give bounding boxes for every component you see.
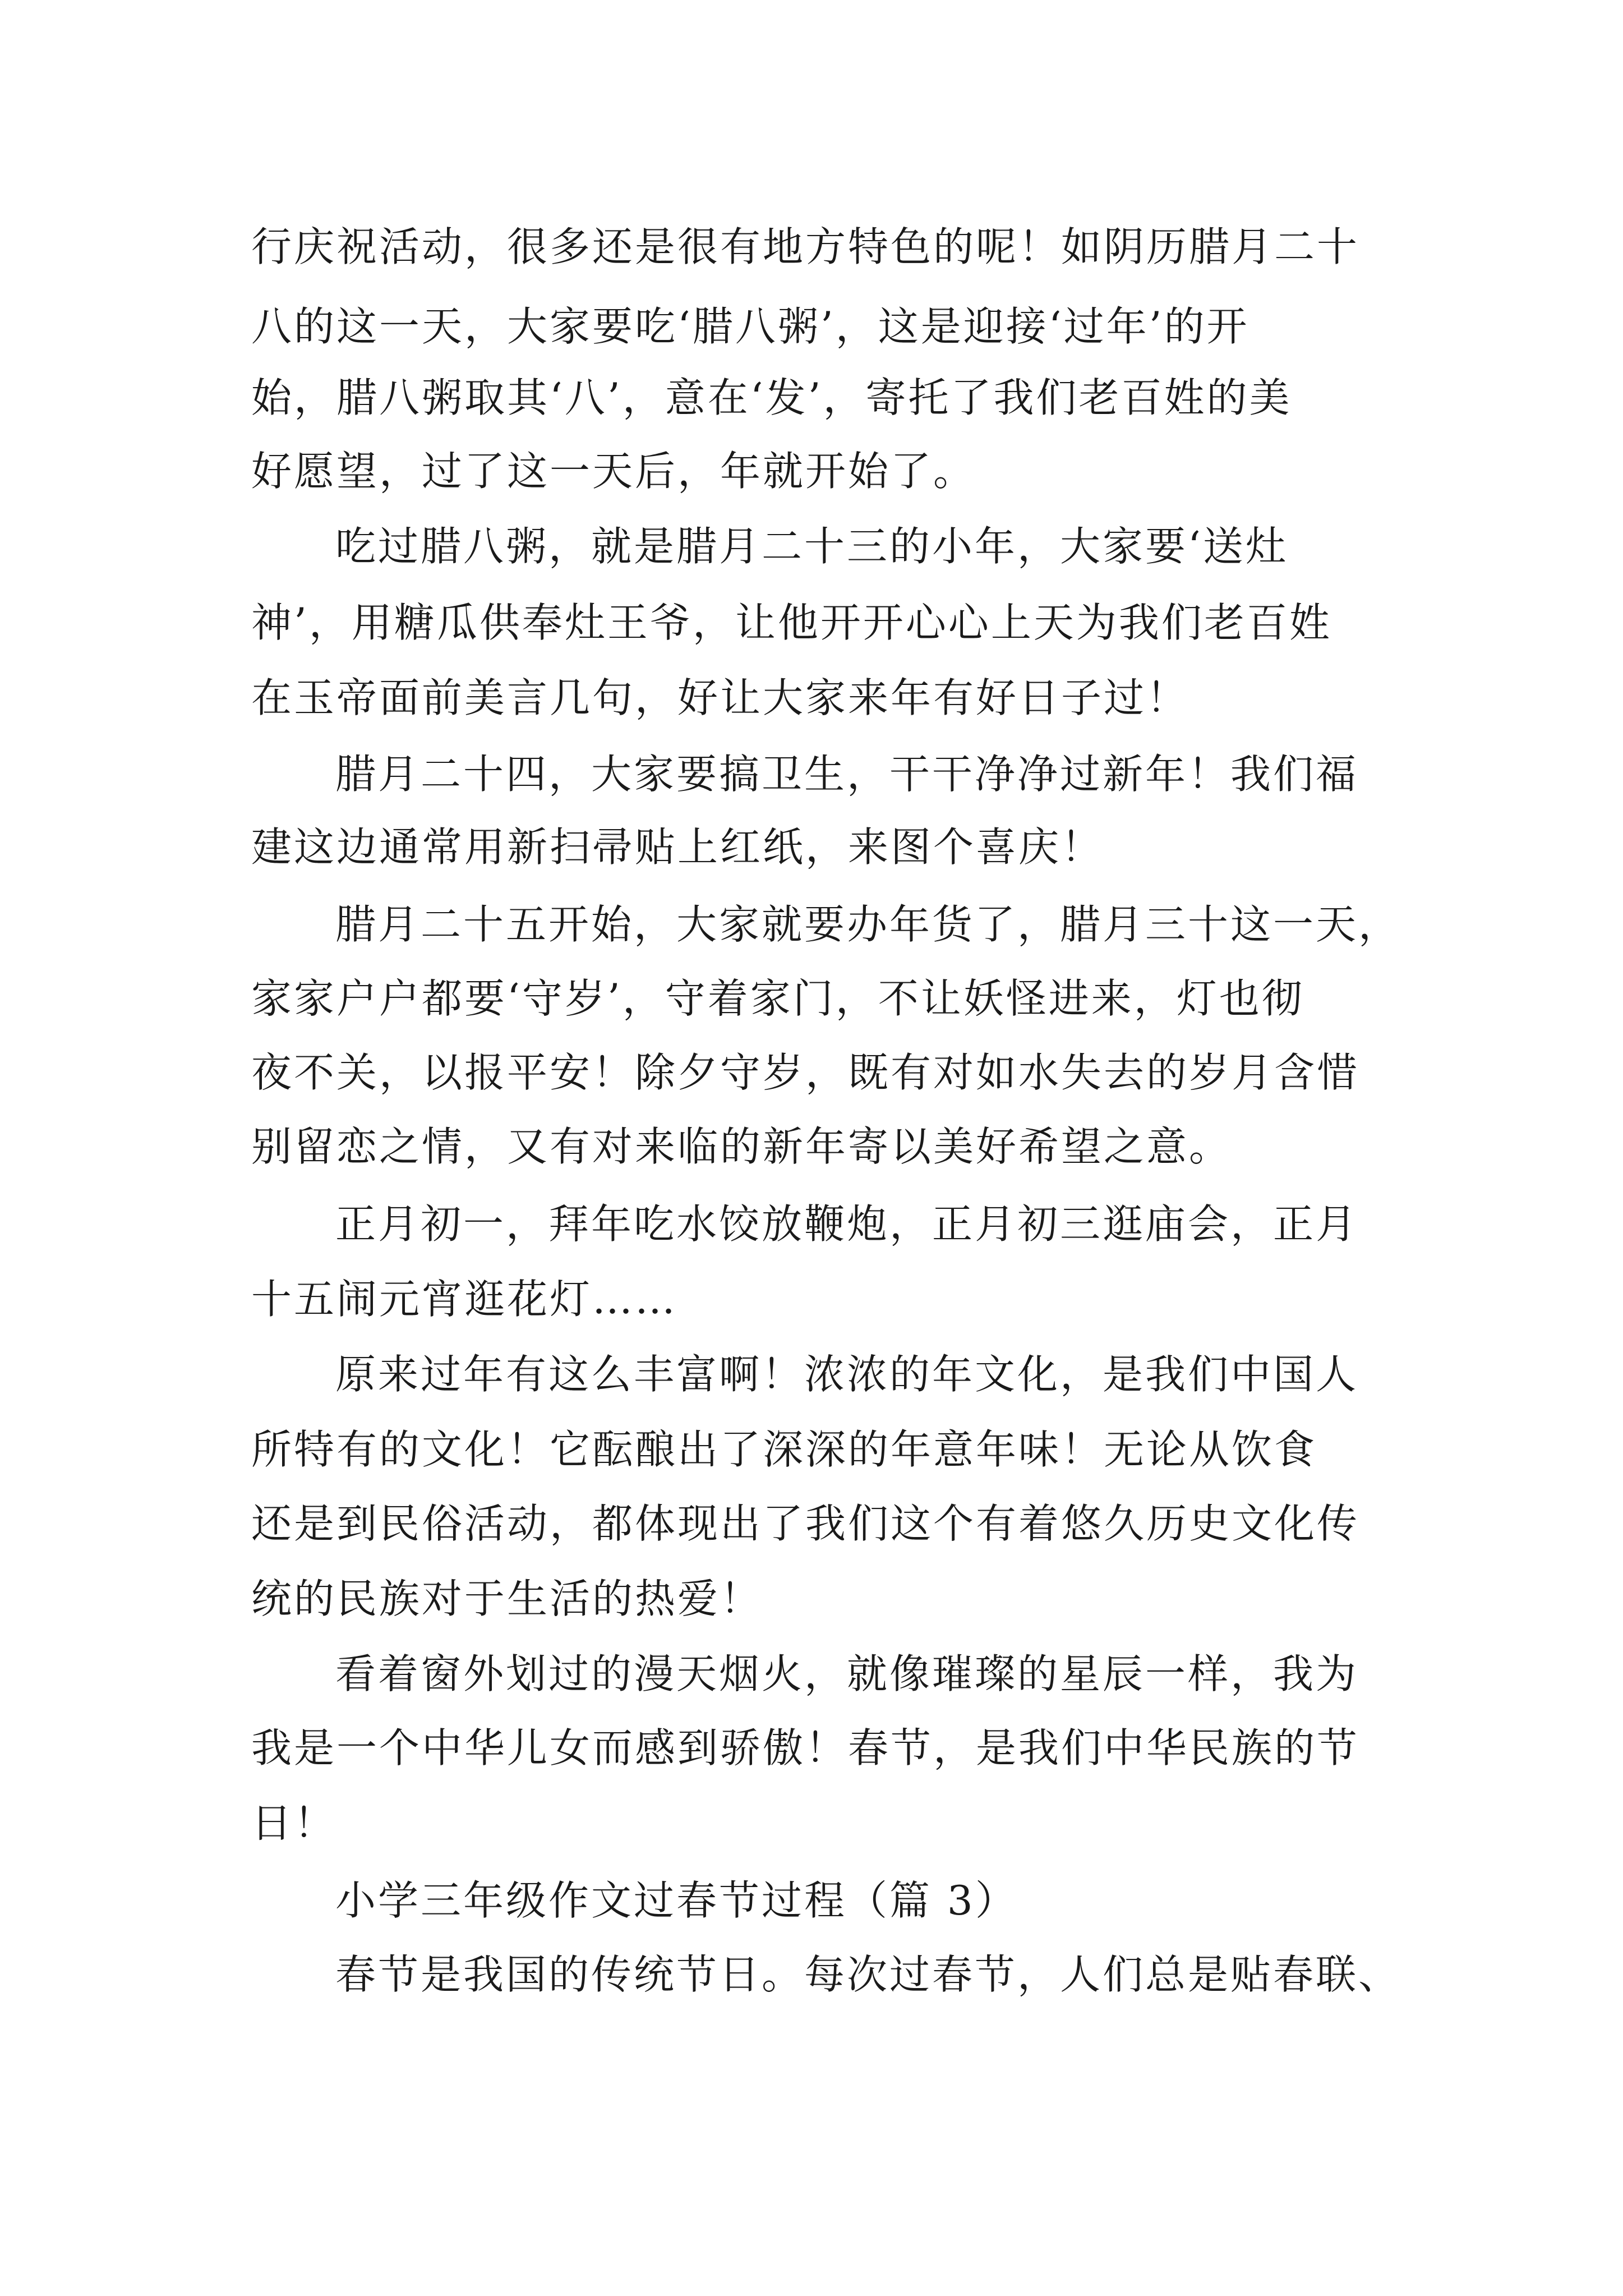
- text-line: 神’，用糖瓜供奉灶王爷，让他开开心心上天为我们老百姓: [251, 599, 1332, 646]
- section-heading: 小学三年级作文过春节过程（篇 3）: [335, 1877, 1018, 1924]
- text-line: 所特有的文化！它酝酿出了深深的年意年味！无论从饮食: [251, 1426, 1317, 1473]
- text-line: 统的民族对于生活的热爱！: [251, 1575, 763, 1622]
- paragraph-first-line: 腊月二十四，大家要搞卫生，干干净净过新年！我们福: [335, 751, 1359, 798]
- text-line: 别留恋之情，又有对来临的新年寄以美好希望之意。: [251, 1123, 1232, 1170]
- text-line: 还是到民俗活动，都体现出了我们这个有着悠久历史文化传: [251, 1500, 1360, 1547]
- paragraph-first-line: 正月初一，拜年吃水饺放鞭炮，正月初三逛庙会，正月: [335, 1200, 1359, 1248]
- text-line: 好愿望，过了这一天后，年就开始了。: [251, 448, 976, 495]
- text-line: 十五闹元宵逛花灯……: [251, 1276, 678, 1323]
- text-line: 建这边通常用新扫帚贴上红纸，来图个喜庆！: [251, 823, 1104, 871]
- text-line: 我是一个中华儿女而感到骄傲！春节，是我们中华民族的节: [251, 1724, 1360, 1772]
- text-line: 日！: [251, 1800, 337, 1847]
- text-line: 在玉帝面前美言几句，好让大家来年有好日子过！: [251, 674, 1189, 721]
- paragraph-first-line: 春节是我国的传统节日。每次过春节，人们总是贴春联、: [335, 1951, 1401, 1998]
- text-line: 家家户户都要‘守岁’，守着家门，不让妖怪进来，灯也彻: [251, 975, 1304, 1022]
- paragraph-first-line: 腊月二十五开始，大家就要办年货了，腊月三十这一天，: [335, 901, 1401, 948]
- paragraph-first-line: 原来过年有这么丰富啊！浓浓的年文化，是我们中国人: [335, 1351, 1359, 1398]
- text-line: 夜不关，以报平安！除夕守岁，既有对如水失去的岁月含惜: [251, 1049, 1360, 1096]
- paragraph-first-line: 吃过腊八粥，就是腊月二十三的小年，大家要‘送灶: [335, 523, 1288, 570]
- text-line: 行庆祝活动，很多还是很有地方特色的呢！如阴历腊月二十: [251, 223, 1360, 270]
- text-line: 始，腊八粥取其‘八’，意在‘发’，寄托了我们老百姓的美: [251, 374, 1292, 421]
- text-line: 八的这一天，大家要吃‘腊八粥’，这是迎接‘过年’的开: [251, 303, 1249, 350]
- paragraph-first-line: 看着窗外划过的漫天烟火，就像璀璨的星辰一样，我为: [335, 1650, 1359, 1697]
